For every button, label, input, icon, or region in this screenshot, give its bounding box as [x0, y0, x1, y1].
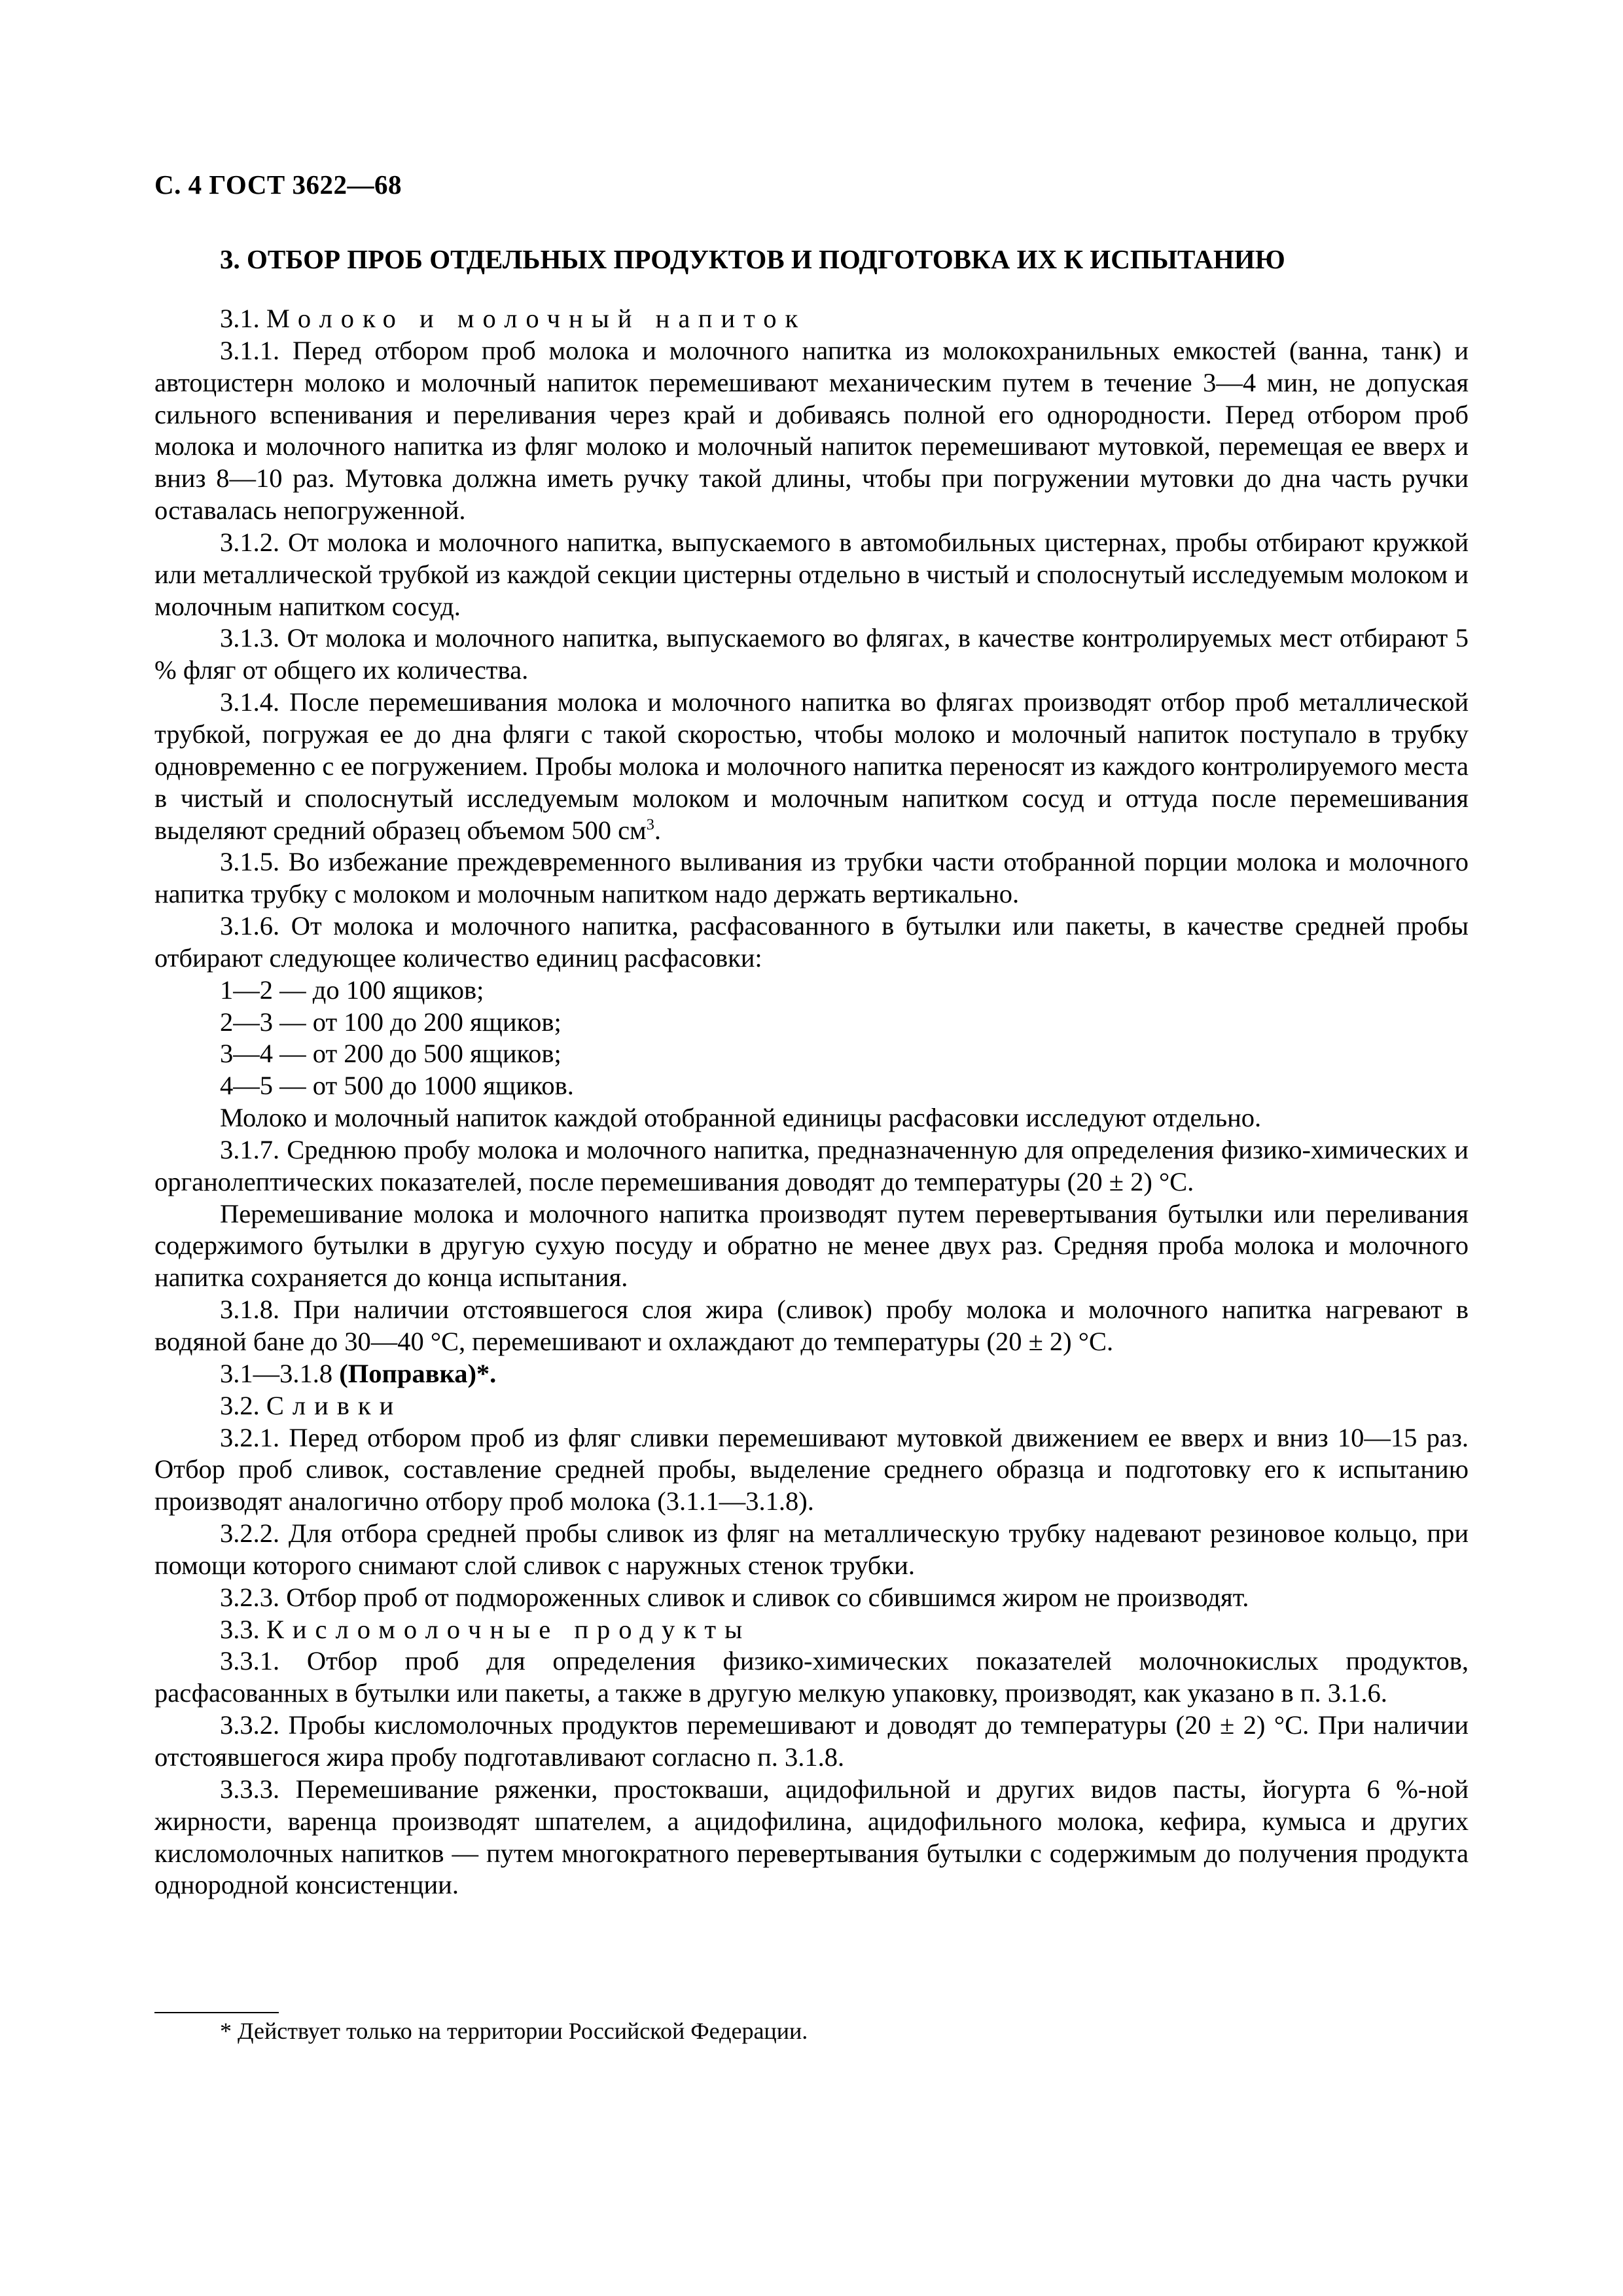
paragraph-3-1-7: 3.1.7. Среднюю пробу молока и молочного напитка, предназначенную для определения физико-химических и органолептических показателей, после перемешивания доводят до температуры (20 ± 2) °С. [154, 1134, 1469, 1196]
paragraph-3-1-6-note: Молоко и молочный напиток каждой отобранной единицы расфасовки исследуют отдельно. [220, 1103, 1262, 1133]
body-text [154, 303, 1469, 1901]
paragraph-3-1-6: 3.1.6. От молока и молочного напитка, расфасованного в бутылки или пакеты, в качестве средней пробы отбирают следующее количество единиц расфасовки: [154, 911, 1469, 973]
footnote-divider [154, 2012, 279, 2013]
paragraph-3-1-8: 3.1.8. При наличии отстоявшегося слоя жира (сливок) пробу молока и молочного напитка нагревают в водяной бане до 30—40 °С, перемешивают и охлаждают до температуры (20 ± 2) °С. [154, 1295, 1469, 1356]
subsection-heading-3-1 [154, 303, 1469, 335]
subsection-number: 3.3. [220, 1614, 260, 1644]
subsection-heading-3-2 [154, 1390, 1469, 1422]
amendment-label: (Поправка)*. [339, 1358, 497, 1388]
footnote: * Действует только на территории Российской Федерации. [220, 2018, 808, 2044]
list-item: 3—4 — от 200 до 500 ящиков; [220, 1039, 562, 1069]
list-item: 4—5 — от 500 до 1000 ящиков. [220, 1071, 574, 1101]
paragraph-3-3-3: 3.3.3. Перемешивание ряженки, простокваши, ацидофильной и других видов пасты, йогурта 6 %-ной жирности, варенца производят шпателем, а ацидофилина, ацидофильного молока, кефира, кумыса и других кисломолочных напитков — путем многократного перевертывания бутылки с содержимым до получения продукта однородной консистенции. [154, 1774, 1469, 1900]
subsection-title: Кисломолочные продукты [266, 1614, 751, 1644]
paragraph-3-1-4 [154, 687, 1469, 846]
amendment-note [154, 1358, 1469, 1390]
subsection-heading-3-3 [154, 1614, 1469, 1646]
paragraph-3-1-3: 3.1.3. От молока и молочного напитка, выпускаемого во флягах, в качестве контролируемых мест отбирают 5 % фляг от общего их количества. [154, 623, 1469, 685]
paragraph-3-3-2: 3.3.2. Пробы кисломолочных продуктов перемешивают и доводят до температуры (20 ± 2) °С. При наличии отстоявшегося жира пробу подготавливают согласно п. 3.1.8. [154, 1710, 1469, 1772]
paragraph-3-2-2: 3.2.2. Для отбора средней пробы сливок из фляг на металлическую трубку надевают резиновое кольцо, при помощи которого снимают слой сливок с наружных стенок трубки. [154, 1518, 1469, 1580]
running-header: С. 4 ГОСТ 3622—68 [154, 170, 402, 200]
subsection-number: 3.2. [220, 1390, 260, 1420]
superscript: 3 [646, 816, 654, 833]
paragraph-3-1-5: 3.1.5. Во избежание преждевременного выливания из трубки части отобранной порции молока и молочного напитка трубку с молоком и молочным напитком надо держать вертикально. [154, 847, 1469, 909]
paragraph-3-2-1: 3.2.1. Перед отбором проб из фляг сливки перемешивают мутовкой движением ее вверх и вниз 10—15 раз. Отбор проб сливок, составление средней пробы, выделение среднего образца и подготовку его к испытанию производят аналогично отбору проб молока (3.1.1—3.1.8). [154, 1422, 1469, 1516]
paragraph-3-1-2: 3.1.2. От молока и молочного напитка, выпускаемого в автомобильных цистернах, пробы отбирают кружкой или металлической трубкой из каждой секции цистерны отдельно в чистый и сполоснутый исследуемым молоком и молочным напитком сосуд. [154, 527, 1469, 621]
paragraph-3-3-1: 3.3.1. Отбор проб для определения физико-химических показателей молочнокислых продуктов, расфасованных в бутылки или пакеты, а также в другую мелкую упаковку, производят, как указано в п. 3.1.6. [154, 1646, 1469, 1708]
subsection-number: 3.1. [220, 304, 260, 333]
paragraph-3-2-3: 3.2.3. Отбор проб от подмороженных сливок и сливок со сбившимся жиром не производят. [220, 1582, 1249, 1612]
list-item: 1—2 — до 100 ящиков; [220, 975, 484, 1005]
subsection-title: Молоко и молочный напиток [266, 304, 807, 333]
subsection-title: Сливки [266, 1390, 402, 1420]
section-title: 3. ОТБОР ПРОБ ОТДЕЛЬНЫХ ПРОДУКТОВ И ПОДГОТОВКА ИХ К ИСПЫТАНИЮ [220, 244, 1285, 274]
paragraph-3-1-1: 3.1.1. Перед отбором проб молока и молочного напитка из молокохранильных емкостей (ванна, танк) и автоцистерн молоко и молочный напиток перемешивают механическим путем в течение 3—4 мин, не допуская сильного вспенивания и переливания через край и добиваясь полной его однородности. Перед отбором проб молока и молочного напитка из фляг молоко и молочный напиток перемешивают мутовкой, перемещая ее вверх и вниз 8—10 раз. Мутовка должна иметь ручку такой длины, чтобы при погружении мутовки до дна часть ручки оставалась непогруженной. [154, 335, 1469, 526]
paragraph-text: 3.1.4. После перемешивания молока и молочного напитка во флягах производят отбор проб металлической трубкой, погружая ее до дна фляги с такой скоростью, чтобы молоко и молочный напиток поступало в трубку одновременно с ее погружением. Пробы молока и молочного напитка переносят из каждого контролируемого места в чистый и сполоснутый исследуемым молоком и молочным напитком сосуд и оттуда после перемешивания выделяют средний образец объемом 500 см [154, 687, 1469, 845]
paragraph-end: . [654, 815, 661, 845]
paragraph-3-1-7-continued: Перемешивание молока и молочного напитка производят путем перевертывания бутылки или переливания содержимого бутылки в другую сухую посуду и обратно не менее двух раз. Средняя проба молока и молочного напитка сохраняется до конца испытания. [154, 1198, 1469, 1293]
list-item: 2—3 — от 100 до 200 ящиков; [220, 1007, 562, 1037]
amendment-range: 3.1—3.1.8 [220, 1358, 333, 1388]
